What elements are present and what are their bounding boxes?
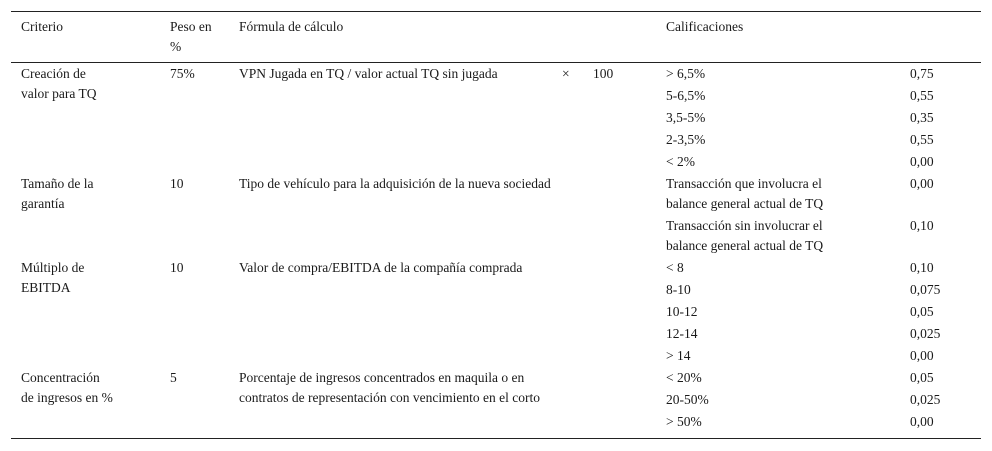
rating-label: 2-3,5%	[666, 132, 706, 147]
header-calificaciones: Calificaciones	[666, 19, 744, 34]
header-peso-line1: Peso en	[170, 19, 212, 34]
rating-label: 10-12	[666, 304, 698, 319]
row-criterio: de ingresos en %	[21, 390, 113, 405]
row-criterio: EBITDA	[21, 280, 71, 295]
row-formula: Valor de compra/EBITDA de la compañía comprada	[239, 260, 523, 275]
table-top-rule	[11, 11, 981, 12]
rating-value: 0,55	[910, 132, 934, 147]
rating-label: 8-10	[666, 282, 691, 297]
rating-label: < 2%	[666, 154, 695, 169]
header-peso-line2: %	[170, 39, 182, 54]
rating-label: Transacción que involucra el	[666, 176, 822, 191]
rating-label: > 14	[666, 348, 691, 363]
rating-label: < 20%	[666, 370, 702, 385]
rating-label: > 6,5%	[666, 66, 706, 81]
rating-value: 0,00	[910, 348, 934, 363]
row-criterio: valor para TQ	[21, 86, 97, 101]
rating-value: 0,10	[910, 260, 934, 275]
header-formula: Fórmula de cálculo	[239, 19, 344, 34]
rating-label: 20-50%	[666, 392, 709, 407]
row-criterio: garantía	[21, 196, 65, 211]
row-criterio: Tamaño de la	[21, 176, 94, 191]
rating-label: Transacción sin involucrar el	[666, 218, 823, 233]
row-peso: 10	[170, 260, 184, 275]
rating-value: 0,35	[910, 110, 934, 125]
table-header-rule	[11, 62, 981, 63]
rating-label: > 50%	[666, 414, 702, 429]
rating-value: 0,05	[910, 370, 934, 385]
row-criterio: Concentración	[21, 370, 100, 385]
rating-label: balance general actual de TQ	[666, 238, 824, 253]
row-peso: 10	[170, 176, 184, 191]
rating-value: 0,075	[910, 282, 941, 297]
row-criterio: Creación de	[21, 66, 86, 81]
rating-label: 3,5-5%	[666, 110, 706, 125]
row-peso: 75%	[170, 66, 195, 81]
row-formula: contratos de representación con vencimiento en el corto	[239, 390, 541, 405]
rating-value: 0,75	[910, 66, 934, 81]
rating-value: 0,00	[910, 154, 934, 169]
formula-operator: ×	[562, 66, 570, 81]
rating-label: 5-6,5%	[666, 88, 706, 103]
rating-value: 0,00	[910, 176, 934, 191]
rating-label: balance general actual de TQ	[666, 196, 824, 211]
formula-multiplier: 100	[593, 66, 614, 81]
row-criterio: Múltiplo de	[21, 260, 85, 275]
row-formula: Porcentaje de ingresos concentrados en maquila o en	[239, 370, 525, 385]
row-formula: VPN Jugada en TQ / valor actual TQ sin jugada	[239, 66, 498, 81]
rating-value: 0,00	[910, 414, 934, 429]
rating-value: 0,025	[910, 326, 941, 341]
row-peso: 5	[170, 370, 177, 385]
header-criterio: Criterio	[21, 19, 63, 34]
row-formula: Tipo de vehículo para la adquisición de la nueva sociedad	[239, 176, 551, 191]
table-bottom-rule	[11, 438, 981, 439]
criteria-table	[11, 11, 981, 439]
rating-value: 0,025	[910, 392, 941, 407]
rating-value: 0,05	[910, 304, 934, 319]
rating-value: 0,10	[910, 218, 934, 233]
rating-label: < 8	[666, 260, 684, 275]
rating-label: 12-14	[666, 326, 698, 341]
rating-value: 0,55	[910, 88, 934, 103]
